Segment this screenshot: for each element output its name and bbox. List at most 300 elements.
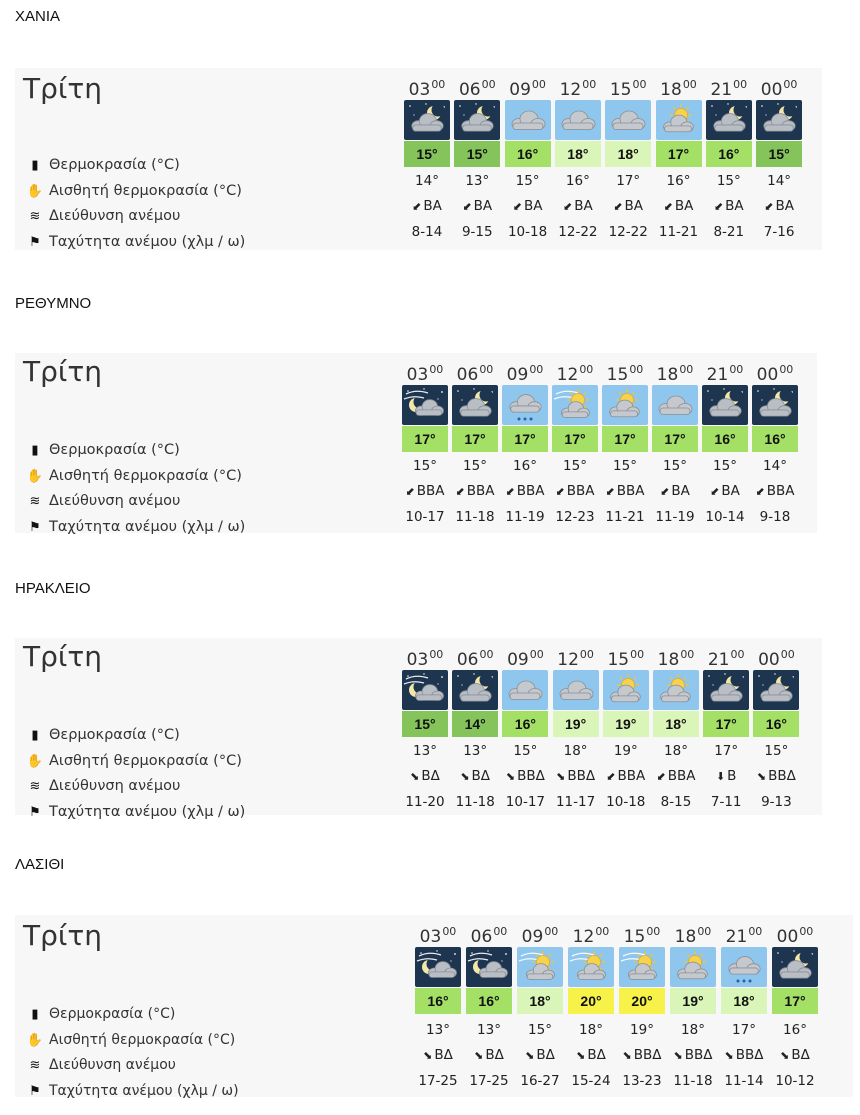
label-text: Ταχύτητα ανέμου (χλμ / ω) (49, 234, 246, 250)
thermometer-icon: ▮ (31, 442, 39, 458)
forecast-panel (15, 68, 822, 250)
wind-speed-value: 11-20 (405, 794, 445, 810)
night-cloudy-icon (454, 100, 500, 140)
hour-column (555, 68, 601, 250)
temperature-cell: 16° (752, 426, 798, 452)
wind-speed-value: 13-23 (622, 1073, 662, 1089)
wind-direction (404, 198, 450, 214)
thermometer-icon: ▮ (31, 157, 39, 173)
wind-arrow-icon: ⬊ (673, 1049, 683, 1062)
temperature-cell: 15° (404, 141, 450, 167)
minutes: 00 (582, 78, 597, 91)
minutes: 00 (544, 925, 559, 938)
temperature-cell: 18° (721, 988, 767, 1014)
windsock-icon: ≋ (29, 493, 41, 509)
windy-partly-sunny-icon (568, 947, 614, 987)
hour-column (653, 638, 699, 815)
minutes: 00 (493, 925, 508, 938)
minutes: 00 (431, 78, 446, 91)
hour: 03 (406, 650, 429, 670)
hour-label (772, 925, 818, 947)
hour-label (605, 78, 651, 100)
thermometer-icon: ▮ (31, 727, 39, 743)
hour: 18 (657, 650, 680, 670)
drizzle-cloud-icon (502, 385, 548, 425)
temperature-cell: 18° (605, 141, 651, 167)
cloudy-icon (502, 670, 548, 710)
wind-speed-value: 10-17 (505, 794, 545, 810)
hour-column (415, 915, 461, 1097)
feels-like-value: 16° (513, 458, 537, 474)
wind-direction (454, 198, 500, 214)
wind-direction-text: ΒΒΔ (567, 768, 596, 784)
wind-speed-value: 15-24 (571, 1073, 611, 1089)
wind-arrow-icon: ⬊ (724, 1049, 734, 1062)
hour-label (402, 648, 448, 670)
temperature-cell: 17° (602, 426, 648, 452)
partly-sunny-icon (602, 385, 648, 425)
feels-like-value: 15° (764, 743, 789, 759)
hour-column (452, 353, 498, 533)
label-text: Αισθητή θερμοκρασία (°C) (49, 183, 242, 199)
hour-label (706, 78, 752, 100)
region-title: ΡΕΘΥΜΝΟ (15, 295, 92, 312)
minutes: 00 (529, 363, 544, 376)
wind-direction (752, 483, 798, 499)
wind-direction (605, 198, 651, 214)
wind-direction-text: ΒΒΑ (466, 483, 495, 499)
wind-direction (653, 768, 699, 784)
hour: 00 (756, 365, 779, 385)
wind-arrow-icon: ⬋ (613, 200, 623, 213)
feels-like-value: 15° (513, 743, 538, 759)
day-name: Τρίτη (23, 919, 102, 952)
hour: 06 (458, 80, 481, 100)
wind-direction (772, 1047, 818, 1063)
temperature-cell: 18° (555, 141, 601, 167)
label-text: Διεύθυνση ανέμου (49, 493, 181, 509)
minutes: 00 (531, 78, 546, 91)
wind-speed-value: 7-16 (763, 224, 795, 240)
night-windy-cloud-icon (402, 385, 448, 425)
wind-speed-value: 11-14 (724, 1073, 764, 1089)
feels-like-value: 16° (783, 1022, 807, 1038)
wind-direction (619, 1047, 665, 1063)
day-name: Τρίτη (23, 72, 102, 105)
wind-direction-text: ΒΑ (775, 198, 794, 214)
hour-column (505, 68, 551, 250)
feels-like-value: 14° (415, 173, 439, 189)
minutes: 00 (780, 648, 795, 661)
label-text: Αισθητή θερμοκρασία (°C) (49, 468, 242, 484)
windy-partly-sunny-icon (619, 947, 665, 987)
windsock-icon: ≋ (29, 208, 41, 224)
wind-speed-value: 12-22 (558, 224, 598, 240)
wind-speed-value: 9-15 (461, 224, 493, 240)
hour: 21 (710, 80, 733, 100)
wind-direction-text: ΒΔ (434, 1047, 453, 1063)
feels-like-value: 13° (477, 1022, 501, 1038)
wind-arrow-icon: ⬋ (412, 200, 422, 213)
wind-direction (553, 768, 599, 784)
feels-like-value: 13° (463, 743, 488, 759)
wind-direction-text: ΒΒΔ (517, 768, 545, 784)
night-windy-cloud-icon (415, 947, 461, 987)
hand-icon: ✋ (26, 468, 44, 484)
wind-direction-text: ΒΔ (791, 1047, 810, 1063)
hour-label (656, 78, 702, 100)
hour-column (502, 353, 548, 533)
hour: 09 (506, 365, 529, 385)
hour-column (502, 638, 548, 815)
label-text: Αισθητή θερμοκρασία (°C) (49, 753, 242, 769)
wind-direction-text: ΒΒΑ (617, 768, 646, 784)
label-feels-like (25, 750, 242, 772)
hour-label (402, 363, 448, 385)
label-text: Διεύθυνση ανέμου (49, 208, 181, 224)
hour: 09 (521, 927, 544, 947)
wind-arrow-icon: ⬊ (525, 1049, 535, 1062)
wind-direction (502, 483, 548, 499)
wind-arrow-icon: ⬋ (605, 485, 615, 498)
minutes: 00 (429, 648, 444, 661)
wind-arrow-icon: ⬋ (555, 485, 565, 498)
temperature-cell: 18° (517, 988, 563, 1014)
label-wind-speed (25, 231, 245, 253)
wind-direction (756, 198, 802, 214)
wind-arrow-icon: ⬊ (505, 770, 516, 783)
feels-like-value: 16° (666, 173, 691, 189)
temperature-cell: 19° (670, 988, 716, 1014)
cloudy-icon (553, 670, 599, 710)
hour-column (553, 638, 599, 815)
feels-like-value: 19° (613, 743, 638, 759)
wind-direction (568, 1047, 614, 1063)
wind-arrow-icon: ⬋ (455, 485, 465, 498)
region-title: ΧΑΝΙΑ (15, 8, 61, 25)
cloudy-icon (555, 100, 601, 140)
minutes: 00 (579, 363, 594, 376)
temperature-cell: 19° (603, 711, 649, 737)
hour-label (415, 925, 461, 947)
temperature-cell: 15° (402, 711, 448, 737)
wind-speed-value: 8-14 (411, 224, 443, 240)
label-text: Θερμοκρασία (°C) (49, 1006, 176, 1022)
minutes: 00 (479, 363, 494, 376)
windsock-icon: ≋ (29, 778, 41, 794)
wind-direction-text: ΒΒΔ (735, 1047, 764, 1063)
wind-arrow-icon: ⬊ (780, 1049, 790, 1062)
wind-arrow-icon: ⬋ (512, 200, 522, 213)
hour: 15 (623, 927, 646, 947)
wind-direction (670, 1047, 716, 1063)
wind-direction-text: ΒΔ (421, 768, 440, 784)
temperature-cell: 14° (452, 711, 498, 737)
label-text: Διεύθυνση ανέμου (49, 778, 181, 794)
label-text: Θερμοκρασία (°C) (49, 157, 180, 173)
wind-speed-value: 10-18 (507, 224, 548, 240)
wind-direction-text: ΒΔ (536, 1047, 555, 1063)
label-wind-speed (25, 516, 245, 538)
hour-label (703, 648, 749, 670)
minutes: 00 (595, 925, 610, 938)
wind-arrow-icon: ⬊ (423, 1049, 433, 1062)
forecast-panel (15, 638, 822, 820)
wind-direction (652, 483, 698, 499)
wind-speed-value: 16-27 (520, 1073, 560, 1089)
hour: 21 (706, 365, 729, 385)
partly-sunny-icon (653, 670, 699, 710)
wind-arrow-icon: ⬋ (663, 200, 673, 213)
minutes: 00 (479, 648, 494, 661)
windsock-icon: ≋ (29, 1057, 41, 1073)
hour-column (603, 638, 649, 815)
night-cloudy-icon (753, 670, 799, 710)
wind-direction (721, 1047, 767, 1063)
hour-label (752, 363, 798, 385)
hour: 18 (660, 80, 682, 100)
minutes: 00 (733, 78, 748, 91)
hour: 00 (758, 650, 780, 670)
temperature-cell: 15° (756, 141, 802, 167)
wind-speed-value: 10-18 (606, 794, 646, 810)
wind-direction (603, 768, 649, 784)
temperature-cell: 16° (466, 988, 512, 1014)
day-name: Τρίτη (23, 640, 102, 673)
hour: 06 (456, 650, 479, 670)
wind-direction-text: ΒΒΔ (684, 1047, 713, 1063)
hour: 15 (606, 365, 629, 385)
minutes: 00 (632, 78, 647, 91)
minutes: 00 (779, 363, 794, 376)
minutes: 00 (680, 648, 695, 661)
wind-direction-text: ΒΒΑ (766, 483, 795, 499)
wind-direction-text: ΒΑ (574, 198, 593, 214)
temperature-cell: 17° (502, 426, 548, 452)
feels-like-value: 15° (716, 173, 741, 189)
hour-label (552, 363, 598, 385)
wind-speed-value: 11-19 (505, 509, 545, 525)
label-text: Αισθητή θερμοκρασία (°C) (49, 1032, 236, 1048)
hour-column (402, 638, 448, 815)
flag-icon: ⚑ (29, 519, 41, 535)
wind-direction (555, 198, 601, 214)
hour-column (602, 353, 648, 533)
feels-like-value: 15° (663, 458, 687, 474)
label-temperature (25, 154, 180, 176)
hour-column (552, 353, 598, 533)
wind-speed-value: 9-18 (759, 509, 791, 525)
wind-direction-text: Β (727, 768, 737, 784)
hour: 15 (609, 80, 632, 100)
wind-direction (517, 1047, 563, 1063)
wind-arrow-icon: ⬋ (462, 200, 472, 213)
minutes: 00 (629, 363, 644, 376)
hour-label (502, 363, 548, 385)
wind-speed-value: 7-11 (710, 794, 742, 810)
night-windy-cloud-icon (402, 670, 448, 710)
label-temperature (25, 1003, 175, 1025)
wind-arrow-icon: ⬊ (460, 770, 470, 783)
hour-label (452, 363, 498, 385)
label-feels-like (25, 465, 242, 487)
hour-label (653, 648, 699, 670)
temperature-cell: 20° (568, 988, 614, 1014)
wind-direction-text: ΒΒΑ (416, 483, 445, 499)
night-cloudy-icon (452, 385, 498, 425)
hour-column (753, 638, 799, 815)
hour-column (568, 915, 614, 1097)
wind-direction (552, 483, 598, 499)
hour-label (502, 648, 548, 670)
night-windy-cloud-icon (466, 947, 512, 987)
feels-like-value: 13° (413, 743, 437, 759)
wind-direction-text: ΒΑ (523, 198, 543, 214)
wind-arrow-icon: ⬋ (606, 770, 616, 783)
region-title: ΗΡΑΚΛΕΙΟ (15, 580, 91, 597)
wind-direction-text: ΒΑ (725, 198, 744, 214)
wind-arrow-icon: ⬊ (556, 770, 566, 783)
minutes: 00 (679, 363, 694, 376)
wind-direction (505, 198, 551, 214)
hour-label (568, 925, 614, 947)
wind-speed-value: 11-19 (655, 509, 695, 525)
wind-speed-value: 11-18 (455, 794, 495, 810)
label-text: Θερμοκρασία (°C) (49, 442, 180, 458)
wind-direction-text: ΒΑ (674, 198, 694, 214)
label-wind-speed (25, 801, 245, 823)
feels-like-value: 15° (613, 458, 637, 474)
wind-arrow-icon: ⬋ (713, 200, 724, 213)
feels-like-value: 15° (713, 458, 737, 474)
hour-column (652, 353, 698, 533)
wind-direction-text: ΒΑ (624, 198, 644, 214)
temperature-cell: 17° (402, 426, 448, 452)
minutes: 00 (783, 78, 798, 91)
wind-arrow-icon: ⬋ (563, 200, 573, 213)
hour-column (605, 68, 651, 250)
hour: 15 (607, 650, 630, 670)
hour-column (752, 353, 798, 533)
hour: 00 (776, 927, 799, 947)
hour-column (772, 915, 818, 1097)
hour: 03 (406, 365, 429, 385)
wind-direction (703, 768, 749, 784)
wind-direction-text: ΒΔ (485, 1047, 504, 1063)
wind-arrow-icon: ⬋ (764, 200, 774, 213)
temperature-cell: 15° (454, 141, 500, 167)
wind-direction (466, 1047, 512, 1063)
hour-label (466, 925, 512, 947)
feels-like-value: 13° (426, 1022, 450, 1038)
night-cloudy-icon (772, 947, 818, 987)
hour-column (619, 915, 665, 1097)
minutes: 00 (682, 78, 697, 91)
temperature-cell: 16° (706, 141, 752, 167)
temperature-cell: 16° (702, 426, 748, 452)
temperature-cell: 16° (502, 711, 548, 737)
wind-direction-text: ΒΑ (423, 198, 442, 214)
wind-arrow-icon: ⬊ (474, 1049, 484, 1062)
partly-sunny-icon (656, 100, 702, 140)
wind-direction (402, 768, 448, 784)
drizzle-cloud-icon (721, 947, 767, 987)
wind-direction (656, 198, 702, 214)
temperature-cell: 17° (703, 711, 749, 737)
hour-label (603, 648, 649, 670)
wind-direction-text: ΒΒΔ (768, 768, 796, 784)
wind-speed-value: 11-21 (658, 224, 699, 240)
cloudy-icon (652, 385, 698, 425)
feels-like-value: 14° (763, 458, 787, 474)
hour-column (756, 68, 802, 250)
minutes: 00 (799, 925, 814, 938)
hour: 18 (656, 365, 679, 385)
night-cloudy-icon (452, 670, 498, 710)
label-feels-like (25, 180, 242, 202)
minutes: 00 (748, 925, 763, 938)
hour: 03 (408, 80, 431, 100)
hour-column (706, 68, 752, 250)
hour-column (656, 68, 702, 250)
temperature-cell: 17° (452, 426, 498, 452)
wind-arrow-icon: ⬊ (410, 770, 420, 783)
forecast-panel (15, 915, 853, 1097)
hour-label (454, 78, 500, 100)
wind-arrow-icon: ⬋ (505, 485, 515, 498)
hour: 12 (557, 650, 579, 670)
wind-direction-text: ΒΒΔ (633, 1047, 662, 1063)
hour-label (517, 925, 563, 947)
wind-speed-value: 12-23 (555, 509, 595, 525)
hand-icon: ✋ (26, 183, 44, 199)
region-title: ΛΑΣΙΘΙ (15, 856, 65, 873)
feels-like-value: 17° (616, 173, 641, 189)
wind-direction-text: ΒΔ (471, 768, 491, 784)
feels-like-value: 14° (767, 173, 792, 189)
label-wind-direction (25, 1054, 176, 1076)
wind-arrow-icon: ⬋ (755, 485, 765, 498)
wind-speed-value: 11-18 (673, 1073, 713, 1089)
wind-direction (452, 768, 498, 784)
label-temperature (25, 439, 180, 461)
hour-label (505, 78, 551, 100)
wind-direction-text: ΒΔ (587, 1047, 606, 1063)
wind-direction (452, 483, 498, 499)
hour: 21 (725, 927, 748, 947)
wind-arrow-icon: ⬊ (622, 1049, 632, 1062)
wind-speed-value: 17-25 (469, 1073, 509, 1089)
hand-icon: ✋ (26, 753, 44, 769)
hour-column (703, 638, 749, 815)
temperature-cell: 16° (505, 141, 551, 167)
wind-direction-text: ΒΑ (721, 483, 740, 499)
wind-speed-value: 10-12 (775, 1073, 815, 1089)
wind-direction (415, 1047, 461, 1063)
label-wind-direction (25, 490, 180, 512)
hour: 12 (559, 80, 582, 100)
cloudy-icon (505, 100, 551, 140)
wind-direction-text: ΒΑ (671, 483, 690, 499)
wind-direction (602, 483, 648, 499)
minutes: 00 (730, 648, 745, 661)
wind-speed-value: 9-13 (761, 794, 792, 810)
hour-column (404, 68, 450, 250)
wind-direction-text: ΒΑ (473, 198, 493, 214)
night-cloudy-icon (756, 100, 802, 140)
hour-label (404, 78, 450, 100)
wind-speed-value: 12-22 (608, 224, 648, 240)
